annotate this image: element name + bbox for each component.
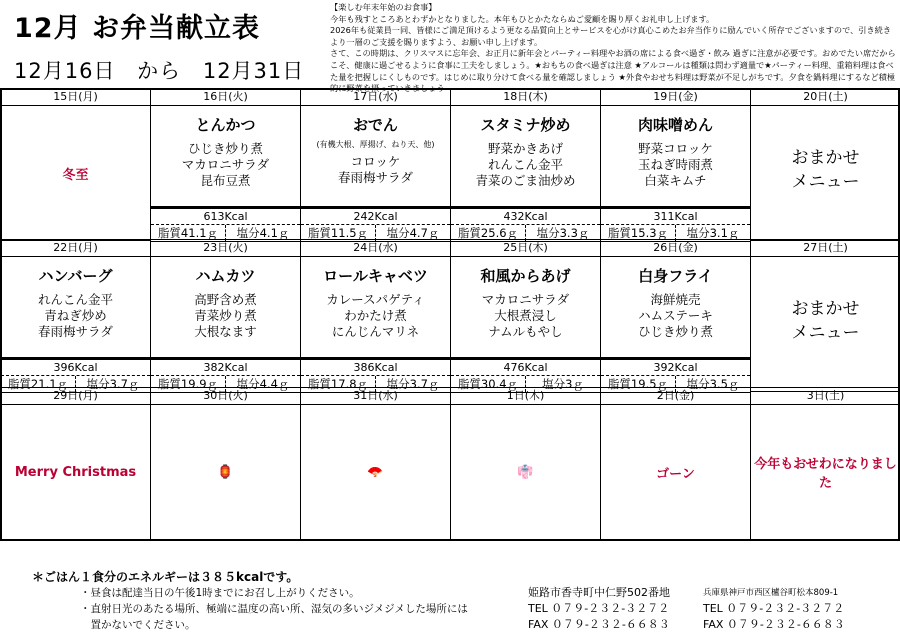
salt: 塩分3.7ｇ: [86, 377, 140, 391]
date-range: [14, 55, 304, 85]
day-header: 15日(月): [0, 88, 151, 106]
tel: TEL ０７９-２３２-３２７２: [703, 602, 845, 615]
footer-notes: [80, 585, 468, 633]
notice-line: 今年も残すところあとわずかとなりました。本年もひとかたならぬご愛顧を賜り厚くお礼申し上げます。: [330, 13, 715, 24]
day-cell: [600, 256, 751, 358]
notice-line: さて、この時期は、クリスマスに忘年会、お正月に新年会とパーティー料理やお酒の席による食べ過ぎ・飲み 過ぎに注意が必要です。おめでたい席だからこそ、健康に過ごせるように食事に工夫をしましょう。★おもちの食べ過ぎは注意 ★アルコールは種類は問わず適量で★パーティー料理、重箱料理は食べた量を把握しにくしものです。はじめに取り分けて食べる量を確認しましょう ★外食やおせち料理は野菜が不足しがちです。夕食を鍋料理にするなど積極的に野菜を摂っていきましょう: [330, 48, 896, 94]
salt: 塩分3.7ｇ: [386, 377, 440, 391]
fat: 脂質17.8ｇ: [301, 376, 376, 392]
day-cell: [0, 105, 151, 241]
omakase-menu: [751, 106, 900, 194]
day-header: 19日(金): [600, 88, 751, 106]
day-illustration: 冬至: [62, 167, 89, 183]
side-dish: 春雨梅サラダ: [338, 170, 413, 185]
day-cell: [300, 256, 451, 358]
day-cell: [450, 105, 601, 207]
side-dish: にんじんマリネ: [331, 324, 420, 339]
omakase-line: メニュー: [791, 323, 860, 343]
main-dish: 白身フライ: [638, 267, 713, 285]
day-cell: [0, 404, 151, 540]
fat: 脂質30.4ｇ: [451, 376, 526, 392]
salt: 塩分3.3ｇ: [536, 226, 590, 240]
side-dish: 大根なます: [194, 324, 257, 339]
day-header: 25日(木): [450, 239, 601, 257]
address: 兵庫県神戸市西区櫨谷町松本809-1: [703, 588, 839, 598]
omakase-line: メニュー: [791, 172, 860, 192]
footer-note: ・直射日光のあたる場所、極端に温度の高い所、湿気の多いジメジメした場所には: [80, 603, 468, 615]
side-dish: 高野含め煮: [194, 292, 257, 307]
fat: 脂質41.1ｇ: [151, 225, 226, 241]
calories: 613Kcal: [151, 209, 300, 225]
day-illustration: ゴーン: [656, 466, 695, 482]
notice: [330, 2, 898, 95]
day-header: 3日(土): [750, 387, 900, 405]
range-sep: から: [137, 59, 182, 83]
day-header: 22日(月): [0, 239, 151, 257]
day-header: 27日(土): [750, 239, 900, 257]
day-header: 1日(木): [450, 387, 601, 405]
side-dish: 海鮮焼売: [650, 292, 701, 307]
day-cell: [300, 105, 451, 207]
side-dish: コロッケ: [350, 154, 401, 169]
salt: 塩分3.5ｇ: [686, 377, 740, 391]
notice-heading: 【楽しむ年末年始のお食事】: [330, 2, 437, 12]
day-header: 24日(水): [300, 239, 451, 257]
main-dish: ロールキャベツ: [323, 267, 428, 285]
day-header: 16日(火): [150, 88, 301, 106]
main-dish: ハムカツ: [195, 267, 256, 285]
main-dish-note: (有機大根、厚揚げ、ねり天、他): [316, 140, 435, 149]
day-cell: [750, 404, 900, 540]
fat: 脂質11.5ｇ: [301, 225, 376, 241]
side-dish: 野菜コロッケ: [638, 141, 713, 156]
day-header: 17日(水): [300, 88, 451, 106]
fat: 脂質15.3ｇ: [601, 225, 676, 241]
side-dish: カレースパゲティ: [326, 292, 425, 307]
day-illustration: 🪭: [367, 464, 384, 480]
nutrition-box: [300, 206, 451, 242]
salt: 塩分4.7ｇ: [386, 226, 440, 240]
side-dish: マカロニサラダ: [181, 157, 270, 172]
day-cell: [750, 105, 900, 241]
address-block-2: [703, 585, 845, 633]
side-dish: 大根煮浸し: [494, 308, 557, 323]
rice-energy-note: ＊ごはん１食分のエネルギーは３８５kcalです。: [32, 570, 299, 584]
side-dish: 青ねぎ炒め: [44, 308, 107, 323]
fat: 脂質19.5ｇ: [601, 376, 676, 392]
day-header: 31日(水): [300, 387, 451, 405]
nutrition-box: [450, 206, 601, 242]
side-dish: 青菜炒り煮: [194, 308, 257, 323]
main-dish: ハンバーグ: [38, 267, 113, 285]
calories: 242Kcal: [301, 209, 450, 225]
address: 姫路市香寺町中仁野502番地: [528, 586, 670, 599]
side-dish: マカロニサラダ: [481, 292, 570, 307]
footer-note: ・昼食は配達当日の午後1時までにお召し上がりください。: [80, 587, 360, 599]
main-dish: とんかつ: [195, 116, 256, 134]
day-header: 2日(金): [600, 387, 751, 405]
day-cell: [450, 256, 601, 358]
side-dish: ひじき炒り煮: [637, 324, 713, 339]
calories: 311Kcal: [601, 209, 750, 225]
menu-table: [0, 88, 900, 541]
calories: 396Kcal: [1, 360, 150, 376]
day-cell: [600, 404, 751, 540]
calories: 432Kcal: [451, 209, 600, 225]
salt: 塩分3.1ｇ: [686, 226, 740, 240]
fax: FAX ０７９-２３２-６６８３: [703, 618, 845, 631]
address-block-1: [528, 585, 670, 633]
omakase-line: おまかせ: [791, 299, 860, 319]
footer-note: 置かないでください。: [80, 619, 196, 631]
day-illustration: 🏮: [217, 464, 234, 480]
calories: 476Kcal: [451, 360, 600, 376]
day-header: 23日(火): [150, 239, 301, 257]
range-end: 12月31日: [202, 59, 305, 83]
salt: 塩分4.1ｇ: [236, 226, 290, 240]
day-cell: [150, 256, 301, 358]
day-header: 26日(金): [600, 239, 751, 257]
nutrition-box: [600, 206, 751, 242]
fat: 脂質19.9ｇ: [151, 376, 226, 392]
calories: 392Kcal: [601, 360, 750, 376]
day-cell: [450, 404, 601, 540]
main-dish: 和風からあげ: [480, 267, 571, 285]
page-title: 12月 お弁当献立表: [14, 13, 260, 44]
range-start: 12月16日: [14, 59, 116, 83]
side-dish: 玉ねぎ時雨煮: [637, 157, 713, 172]
side-dish: 青菜のごま油炒め: [475, 173, 576, 188]
day-cell: [0, 256, 151, 358]
day-cell: [150, 404, 301, 540]
tel: TEL ０７９-２３２-３２７２: [528, 602, 670, 615]
side-dish: 白菜キムチ: [644, 173, 707, 188]
side-dish: 昆布豆煮: [200, 173, 251, 188]
side-dish: 春雨梅サラダ: [38, 324, 113, 339]
salt: 塩分4.4ｇ: [236, 377, 290, 391]
side-dish: わかたけ煮: [344, 308, 407, 323]
calories: 382Kcal: [151, 360, 300, 376]
omakase-line: おまかせ: [791, 148, 860, 168]
day-header: 18日(木): [450, 88, 601, 106]
fat: 脂質25.6ｇ: [451, 225, 526, 241]
notice-line: 2026年も従業員一同、皆様にご満足頂けるよう更なる品質向上とサービスを心がけ真心こめたお弁当作りに励んでいく所存でございますので、引き続きより一層のご支援を賜りますよう、お願い申し上げます。: [330, 25, 892, 47]
side-dish: ハムステーキ: [638, 308, 713, 323]
day-cell: [600, 105, 751, 207]
main-dish: スタミナ炒め: [480, 116, 571, 134]
day-cell: [300, 404, 451, 540]
fax: FAX ０７９-２３２-６６８３: [528, 618, 670, 631]
nutrition-box: [150, 206, 301, 242]
day-cell: [750, 256, 900, 392]
day-illustration: 👘: [517, 464, 534, 480]
day-illustration: Merry Christmas: [14, 464, 137, 480]
salt: 塩分3ｇ: [542, 377, 584, 391]
day-cell: [150, 105, 301, 207]
main-dish: 肉味噌めん: [637, 116, 713, 134]
fat: 脂質21.1ｇ: [1, 376, 76, 392]
side-dish: ナムルもやし: [488, 324, 563, 339]
main-dish: おでん: [353, 116, 398, 134]
day-header: 29日(月): [0, 387, 151, 405]
day-header: 30日(火): [150, 387, 301, 405]
day-illustration: 今年もおせわになりました: [754, 457, 897, 491]
side-dish: れんこん金平: [37, 292, 113, 307]
omakase-menu: [751, 257, 900, 345]
calories: 386Kcal: [301, 360, 450, 376]
side-dish: 野菜かきあげ: [487, 141, 563, 156]
side-dish: ひじき炒り煮: [187, 141, 263, 156]
day-header: 20日(土): [750, 88, 900, 106]
side-dish: れんこん金平: [487, 157, 563, 172]
